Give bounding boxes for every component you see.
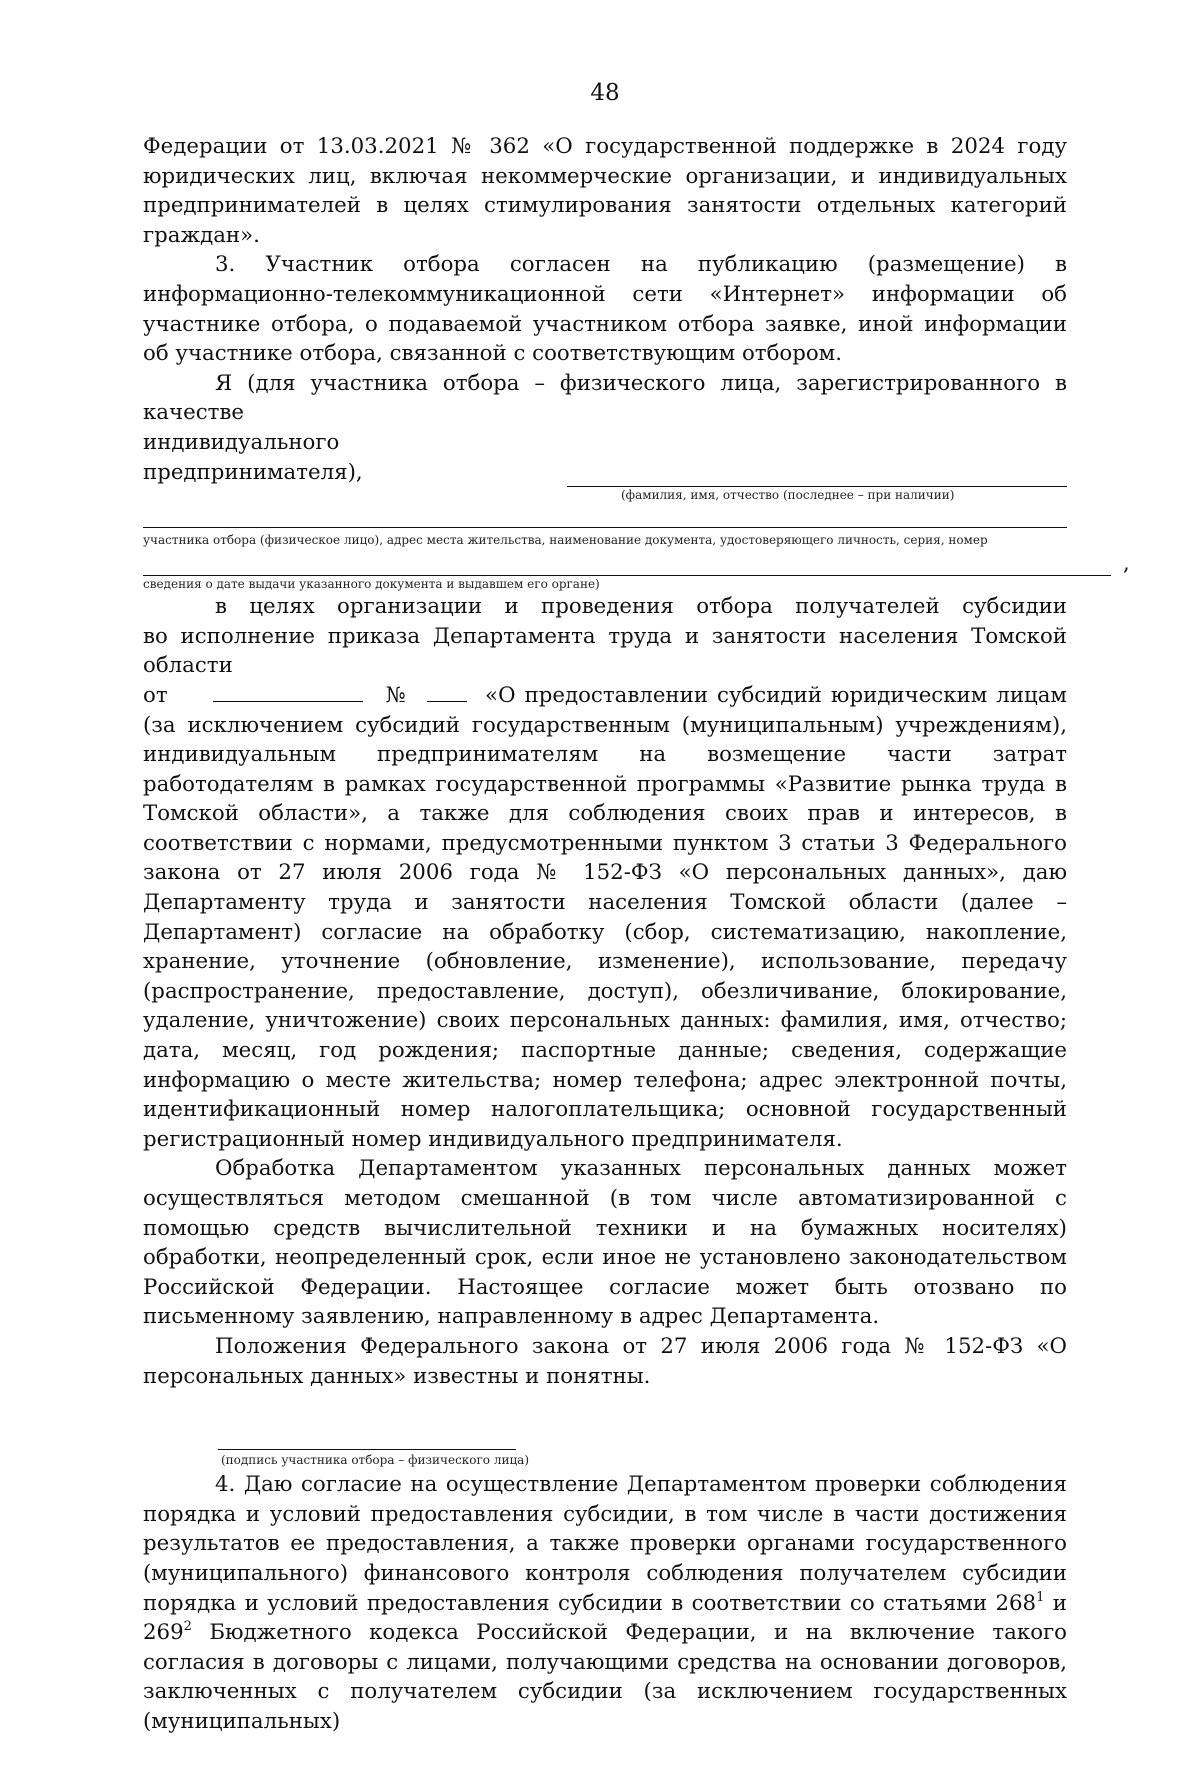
paragraph-ya-line2: индивидуального предпринимателя), [143,429,363,485]
paragraph-processing: Обработка Департаментом указанных персональных данных может осуществляться методом смешанной (в том числе автоматизированной с помощью средств вычислительной техники и на бумажных носителях) обработки, неопределенный срок, если иное не установлено законодательством Российской Федерации. Настоящее согласие может быть отозвано по письменному заявлению, направленному в адрес Департамента. [143,1156,1067,1330]
order-number-blank[interactable] [427,683,467,702]
order-date-blank[interactable] [213,683,363,702]
number-sign: № [385,682,409,708]
p4-superscript-2: 2 [183,1619,192,1635]
p4-text-and: и 269 [143,1590,1067,1646]
paragraph-goal-line2: во исполнение приказа Департамента труда и занятости населения Томской области [143,623,1067,679]
comma: , [1123,551,1130,576]
page-number: 48 [590,80,620,106]
paragraph-goal-rest: «О предоставлении субсидий юридическим лицам (за исключением субсидий государственным (муниципальным) учреждениям), индивидуальным предпринимателям на возмещение части затрат работодателям в рамках государственной программы «Развитие рынка труда в Томской области», а также для соблюдения своих прав и интересов, в соответствии с нормами, предусмотренными пунктом 3 статьи 3 Федерального закона от 27 июля 2006 года № 152-ФЗ «О персональных данных», даю Департаменту труда и занятости населения Томской области (далее – Департамент) согласие на обработку (сбор, систематизацию, накопление, хранение, уточнение (обновление, изменение), использование, передачу (распространение, предоставление, доступ), обезличивание, блокирование, удаление, уничтожение) своих персональных данных: фамилия, имя, отчество; дата, месяц, год рождения; паспортные данные; сведения, содержащие информацию о месте жительства; номер телефона; адрес электронной почты, идентификационный номер налогоплательщика; основной государственный регистрационный номер индивидуального предпринимателя. [143,682,1067,1152]
document-blank-line[interactable] [143,553,1111,576]
paragraph-federation-ref: Федерации от 13.03.2021 № 362 «О государственной поддержке в 2024 году юридических лиц, включая некоммерческие организации, и индивидуальных предпринимателей в целях стимулирования занятости отдельных категорий граждан». [143,134,1067,248]
paragraph-ya-line1: Я (для участника отбора – физического лица, зарегистрированного в качестве [143,370,1067,426]
caption-issue: сведения о дате выдачи указанного документа и выдавшем его органе) [143,577,600,592]
p4-text-part1: 4. Даю согласие на осуществление Департаментом проверки соблюдения порядка и условий предоставления субсидии, в том числе в части достижения результатов ее предоставления, а также проверки органами государственного (муниципального) финансового контроля соблюдения получателем субсидии порядка и условий предоставления субсидии в соответствии со статьями 268 [143,1472,1067,1616]
paragraph-goal-main [143,681,1067,1155]
fio-fill-row [143,428,1067,487]
caption-fio: (фамилия, имя, отчество (последнее – при наличии) [621,488,955,503]
p4-text-part2: Бюджетного кодекса Российской Федерации, и на включение такого согласия в договоры с лицами, получающими средства на основании договоров, заключенных с получателем субсидии (за исключением государственных (муниципальных) [143,1620,1067,1734]
paragraph-3-publication-consent: 3. Участник отбора согласен на публикацию (размещение) в информационно-телекоммуникационной сети «Интернет» информации об участнике отбора, о подаваемой участником отбора заявке, иной информации об участнике отбора, связанной с соответствующим отбором. [143,252,1067,367]
paragraph-law-known: Положения Федерального закона от 27 июля 2006 года № 152-ФЗ «О персональных данных» известны и понятны. [143,1333,1067,1389]
caption-signature: (подпись участника отбора – физического лица) [221,1453,530,1468]
paragraph-goal-line1: в целях организации и проведения отбора получателей субсидии [215,594,1067,620]
word-ot: от [143,682,168,708]
document-blank-row [143,548,1130,576]
fio-blank-field[interactable] [567,464,1067,487]
p4-superscript-1: 1 [1036,1589,1045,1605]
signature-line[interactable] [218,1391,516,1450]
address-blank-line[interactable] [143,503,1067,528]
paragraph-4-verification-consent [143,1470,1067,1736]
document-page [0,78,1200,1776]
caption-address: участника отбора (физическое лицо), адрес места жительства, наименование документа, удостоверяющего личность, серия, номер [143,533,988,548]
